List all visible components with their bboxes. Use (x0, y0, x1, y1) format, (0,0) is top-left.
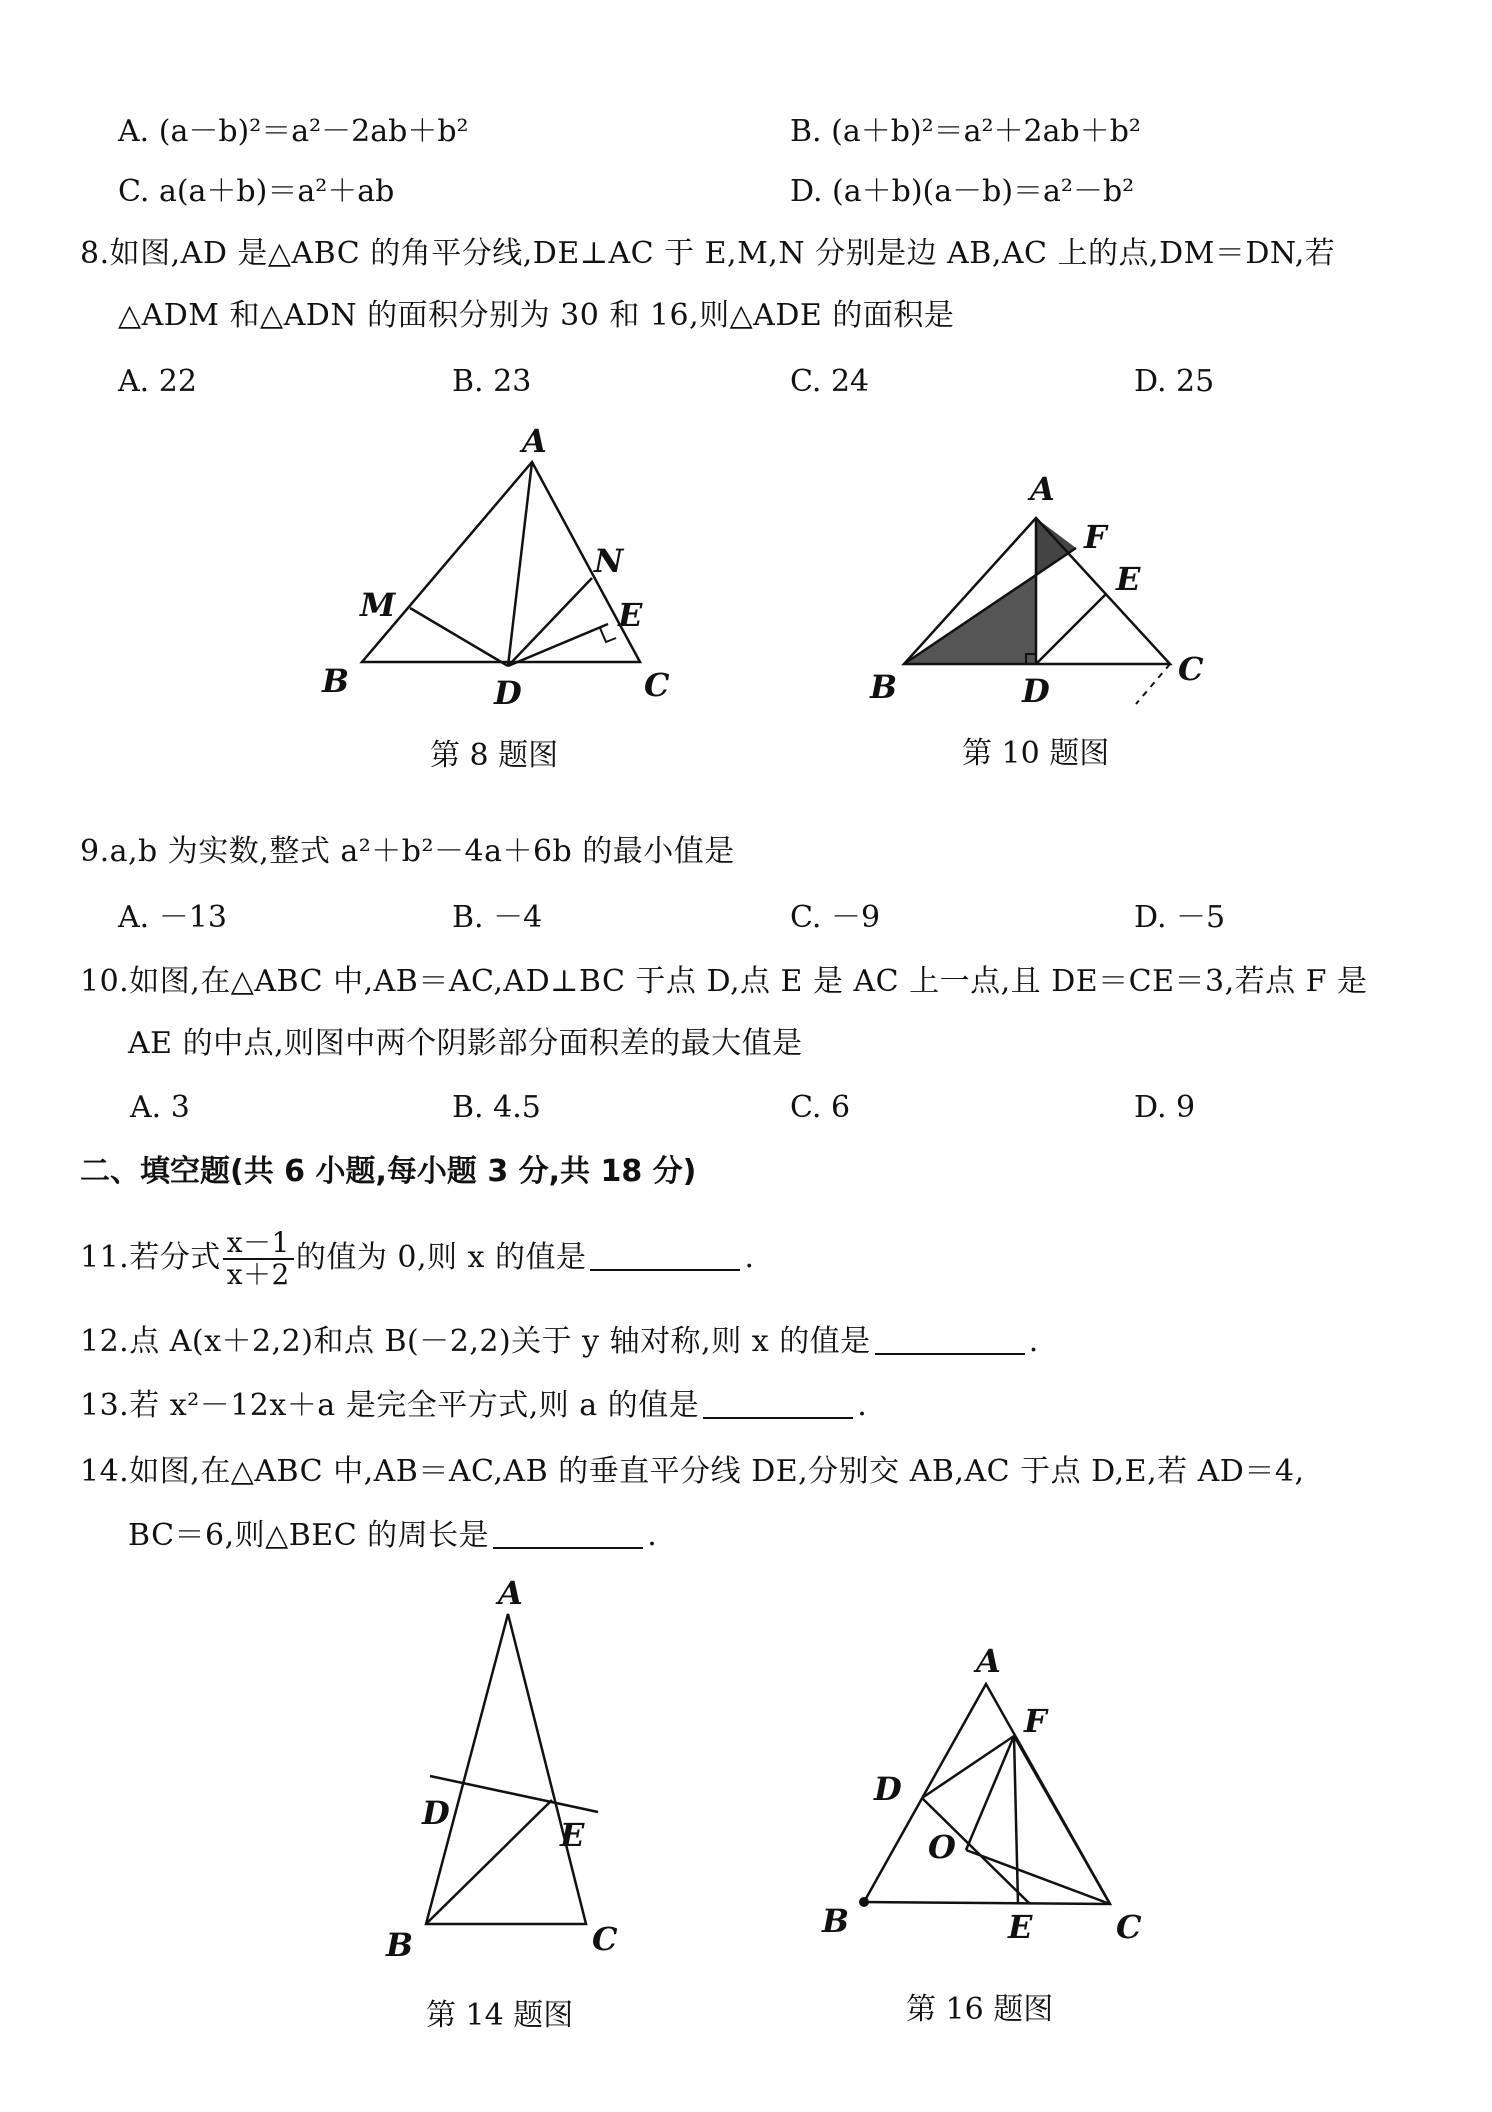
q11-denominator: x＋2 (226, 1258, 290, 1291)
fig8-line-dm (410, 608, 508, 666)
fig10-label-f: F (1084, 518, 1107, 556)
fig8-label-b: B (322, 662, 350, 700)
fig16-label-d: D (874, 1770, 902, 1808)
figure-16 (820, 1640, 1180, 1970)
q11-numerator: x－1 (223, 1228, 294, 1260)
fig14-triangle-abc (426, 1614, 586, 1924)
q14-text-line2 (128, 1516, 657, 1556)
figure-8 (300, 420, 700, 710)
fig16-label-b: B (822, 1902, 850, 1940)
q9-option-d: D. －5 (1134, 900, 1226, 935)
fig16-label-a: A (976, 1642, 1001, 1680)
figure-10 (860, 470, 1204, 720)
fig8-line-ad (508, 462, 532, 666)
q10-option-d: D. 9 (1134, 1090, 1196, 1125)
q10-text-line2: AE 的中点,则图中两个阴影部分面积差的最大值是 (128, 1026, 803, 1061)
q9-option-c: C. －9 (790, 900, 881, 935)
q14-suffix: . (647, 1518, 658, 1553)
q9-option-a: A. －13 (118, 900, 227, 935)
fig8-line-de (508, 624, 608, 666)
q11-suffix: . (744, 1240, 755, 1275)
fig10-shaded-triangle-top (1036, 518, 1076, 576)
fig16-line-fc (1014, 1736, 1110, 1904)
fig16-line-oc (966, 1850, 1110, 1904)
fig8-label-d: D (494, 674, 522, 712)
q11-prefix: 11.若分式 (80, 1240, 221, 1275)
q11-fraction (223, 1228, 294, 1290)
fig16-label-o: O (928, 1828, 956, 1866)
fig8-label-m: M (360, 586, 396, 624)
fig10-label-b: B (870, 668, 898, 706)
q12-suffix: . (1028, 1324, 1039, 1359)
q8-option-b: B. 23 (452, 364, 532, 399)
q10-option-a: A. 3 (130, 1090, 190, 1125)
q13-suffix: . (857, 1388, 868, 1423)
fig14-caption: 第 14 题图 (426, 1998, 574, 2033)
q14-answer-blank[interactable] (493, 1517, 643, 1549)
fig16-point-b (859, 1897, 869, 1907)
q10-option-c: C. 6 (790, 1090, 851, 1125)
q9-option-b: B. －4 (452, 900, 543, 935)
fig16-label-c: C (1116, 1908, 1142, 1946)
fig8-label-a: A (522, 422, 547, 460)
fig10-label-e: E (1116, 560, 1141, 598)
fig8-label-e: E (618, 596, 643, 634)
q7-option-b: B. (a＋b)²＝a²＋2ab＋b² (790, 114, 1141, 149)
fig10-dashed-line (1136, 664, 1170, 704)
fig14-label-e: E (560, 1816, 585, 1854)
fig16-label-e: E (1008, 1908, 1033, 1946)
q11-answer-blank[interactable] (590, 1239, 740, 1271)
figure-14 (380, 1574, 640, 1964)
section-fill-in-title: 二、填空题(共 6 小题,每小题 3 分,共 18 分) (80, 1154, 697, 1189)
fig8-line-dn (508, 578, 592, 666)
fig8-right-angle-mark (600, 628, 616, 642)
q11-middle: 的值为 0,则 x 的值是 (295, 1240, 587, 1275)
q8-option-d: D. 25 (1134, 364, 1215, 399)
q7-option-d: D. (a＋b)(a－b)＝a²－b² (790, 174, 1135, 209)
q14-body: BC＝6,则△BEC 的周长是 (128, 1518, 490, 1553)
fig14-line-de (430, 1776, 598, 1812)
fig16-line-fe (1014, 1736, 1018, 1904)
fig10-line-de (1036, 594, 1106, 664)
fig10-label-d: D (1022, 672, 1050, 710)
q12-body: 12.点 A(x＋2,2)和点 B(－2,2)关于 y 轴对称,则 x 的值是 (80, 1324, 871, 1359)
q10-text-line1: 10.如图,在△ABC 中,AB＝AC,AD⊥BC 于点 D,点 E 是 AC 上一点,且 DE＝CE＝3,若点 F 是 (80, 964, 1368, 999)
q13-text (80, 1386, 867, 1426)
q12-text (80, 1322, 1039, 1362)
q9-text: 9.a,b 为实数,整式 a²＋b²－4a＋6b 的最小值是 (80, 834, 735, 869)
q8-option-c: C. 24 (790, 364, 870, 399)
fig14-label-d: D (422, 1794, 450, 1832)
q10-option-b: B. 4.5 (452, 1090, 541, 1125)
fig14-label-b: B (386, 1926, 414, 1964)
fig10-label-c: C (1178, 650, 1204, 688)
q7-option-a: A. (a－b)²＝a²－2ab＋b² (118, 114, 469, 149)
fig10-label-a: A (1030, 470, 1055, 508)
fig8-label-n: N (594, 542, 624, 580)
q12-answer-blank[interactable] (875, 1323, 1025, 1355)
q8-option-a: A. 22 (118, 364, 197, 399)
fig16-caption: 第 16 题图 (906, 1992, 1054, 2027)
fig10-caption: 第 10 题图 (962, 736, 1110, 771)
q13-answer-blank[interactable] (703, 1387, 853, 1419)
q8-text-line1: 8.如图,AD 是△ABC 的角平分线,DE⊥AC 于 E,M,N 分别是边 AB,AC 上的点,DM＝DN,若 (80, 236, 1336, 271)
fig14-label-c: C (592, 1920, 618, 1958)
q13-body: 13.若 x²－12x＋a 是完全平方式,则 a 的值是 (80, 1388, 700, 1423)
fig16-label-f: F (1024, 1702, 1047, 1740)
fig8-label-c: C (644, 666, 670, 704)
q7-option-c: C. a(a＋b)＝a²＋ab (118, 174, 395, 209)
fig14-label-a: A (498, 1574, 523, 1612)
q11-text (80, 1228, 755, 1290)
q8-text-line2: △ADM 和△ADN 的面积分别为 30 和 16,则△ADE 的面积是 (118, 298, 955, 333)
fig8-caption: 第 8 题图 (430, 738, 559, 773)
q14-text-line1: 14.如图,在△ABC 中,AB＝AC,AB 的垂直平分线 DE,分别交 AB,AC 于点 D,E,若 AD＝4, (80, 1454, 1305, 1489)
